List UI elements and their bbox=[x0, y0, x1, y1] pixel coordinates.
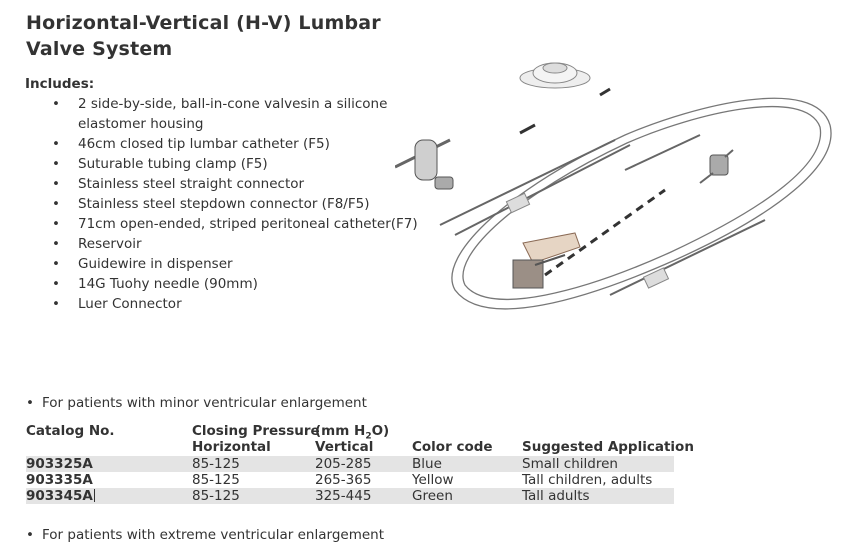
list-item-text: 14G Tuohy needle (90mm) bbox=[78, 276, 258, 292]
page-title-line-2: Valve System bbox=[26, 38, 173, 60]
list-item-text: 46cm closed tip lumbar catheter (F5) bbox=[78, 136, 330, 152]
tuohy-needle bbox=[513, 233, 580, 288]
page-title-line-1: Horizontal-Vertical (H-V) Lumbar bbox=[26, 12, 381, 34]
cell-catalog bbox=[26, 488, 95, 504]
header-vertical: Vertical bbox=[315, 439, 374, 455]
bullet-icon: • bbox=[26, 395, 34, 411]
list-item-text: • 2 side-by-side, ball-in-cone valvesin a silicone bbox=[78, 96, 388, 112]
list-item bbox=[52, 154, 418, 174]
list-item-text: elastomer housing bbox=[78, 116, 204, 132]
cell-horizontal: 85-125 bbox=[192, 488, 240, 504]
table-row bbox=[26, 488, 674, 504]
cell-catalog-text: 903345A bbox=[26, 488, 93, 504]
page-title bbox=[26, 10, 381, 62]
cell-application: Small children bbox=[522, 456, 618, 472]
note-text: For patients with minor ventricular enlargement bbox=[42, 395, 367, 411]
header-horizontal: Horizontal bbox=[192, 439, 271, 455]
list-item-text: Guidewire in dispenser bbox=[78, 256, 233, 272]
includes-label: Includes: bbox=[25, 76, 95, 92]
cell-vertical: 265-365 bbox=[315, 472, 372, 488]
header-closing-pressure: Closing Pressure bbox=[192, 423, 320, 439]
bullet-icon: • bbox=[26, 527, 34, 543]
valve-housing bbox=[395, 140, 453, 189]
connector-small bbox=[600, 89, 610, 95]
list-item bbox=[52, 134, 418, 154]
header-units-text: (mm H bbox=[315, 423, 366, 439]
list-item bbox=[52, 234, 418, 254]
note-minor-enlargement bbox=[26, 395, 367, 411]
connector-2 bbox=[643, 268, 668, 288]
list-item bbox=[52, 294, 418, 314]
cell-horizontal: 85-125 bbox=[192, 472, 240, 488]
cell-vertical: 325-445 bbox=[315, 488, 372, 504]
header-units-end: O) bbox=[371, 423, 390, 439]
list-item-text: 71cm open-ended, striped peritoneal catheter(F7) bbox=[78, 216, 418, 232]
header-suggested-application: Suggested Application bbox=[522, 439, 694, 455]
list-item bbox=[52, 274, 418, 294]
note-text: For patients with extreme ventricular enlargement bbox=[42, 527, 385, 543]
cell-catalog: 903325A bbox=[26, 456, 93, 472]
header-color-code: Color code bbox=[412, 439, 493, 455]
reservoir bbox=[520, 63, 590, 88]
cell-horizontal: 85-125 bbox=[192, 456, 240, 472]
luer-connector bbox=[700, 150, 733, 183]
table-row bbox=[26, 472, 674, 488]
cell-color: Yellow bbox=[412, 472, 454, 488]
text-cursor-icon bbox=[94, 489, 95, 502]
header-catalog: Catalog No. bbox=[26, 423, 115, 439]
list-item bbox=[52, 174, 418, 194]
list-item-text: Suturable tubing clamp (F5) bbox=[78, 156, 268, 172]
cell-catalog: 903335A bbox=[26, 472, 93, 488]
connector-small-2 bbox=[520, 125, 535, 133]
list-item bbox=[52, 214, 418, 234]
list-item bbox=[52, 254, 418, 274]
note-extreme-enlargement bbox=[26, 527, 384, 543]
list-item-text: Stainless steel stepdown connector (F8/F5) bbox=[78, 196, 370, 212]
list-item bbox=[52, 94, 418, 134]
valve-system-illustration bbox=[395, 55, 845, 345]
cell-color: Green bbox=[412, 488, 453, 504]
includes-list bbox=[52, 94, 418, 314]
connector-1 bbox=[506, 193, 529, 212]
list-item-text: Luer Connector bbox=[78, 296, 182, 312]
list-item-text: Reservoir bbox=[78, 236, 142, 252]
cell-color: Blue bbox=[412, 456, 442, 472]
table-row bbox=[26, 456, 674, 472]
header-units-sub: 2 bbox=[365, 431, 372, 442]
cell-vertical: 205-285 bbox=[315, 456, 372, 472]
cell-application: Tall children, adults bbox=[522, 472, 653, 488]
list-item-text: Stainless steel straight connector bbox=[78, 176, 305, 192]
cell-application: Tall adults bbox=[522, 488, 590, 504]
list-item bbox=[52, 194, 418, 214]
